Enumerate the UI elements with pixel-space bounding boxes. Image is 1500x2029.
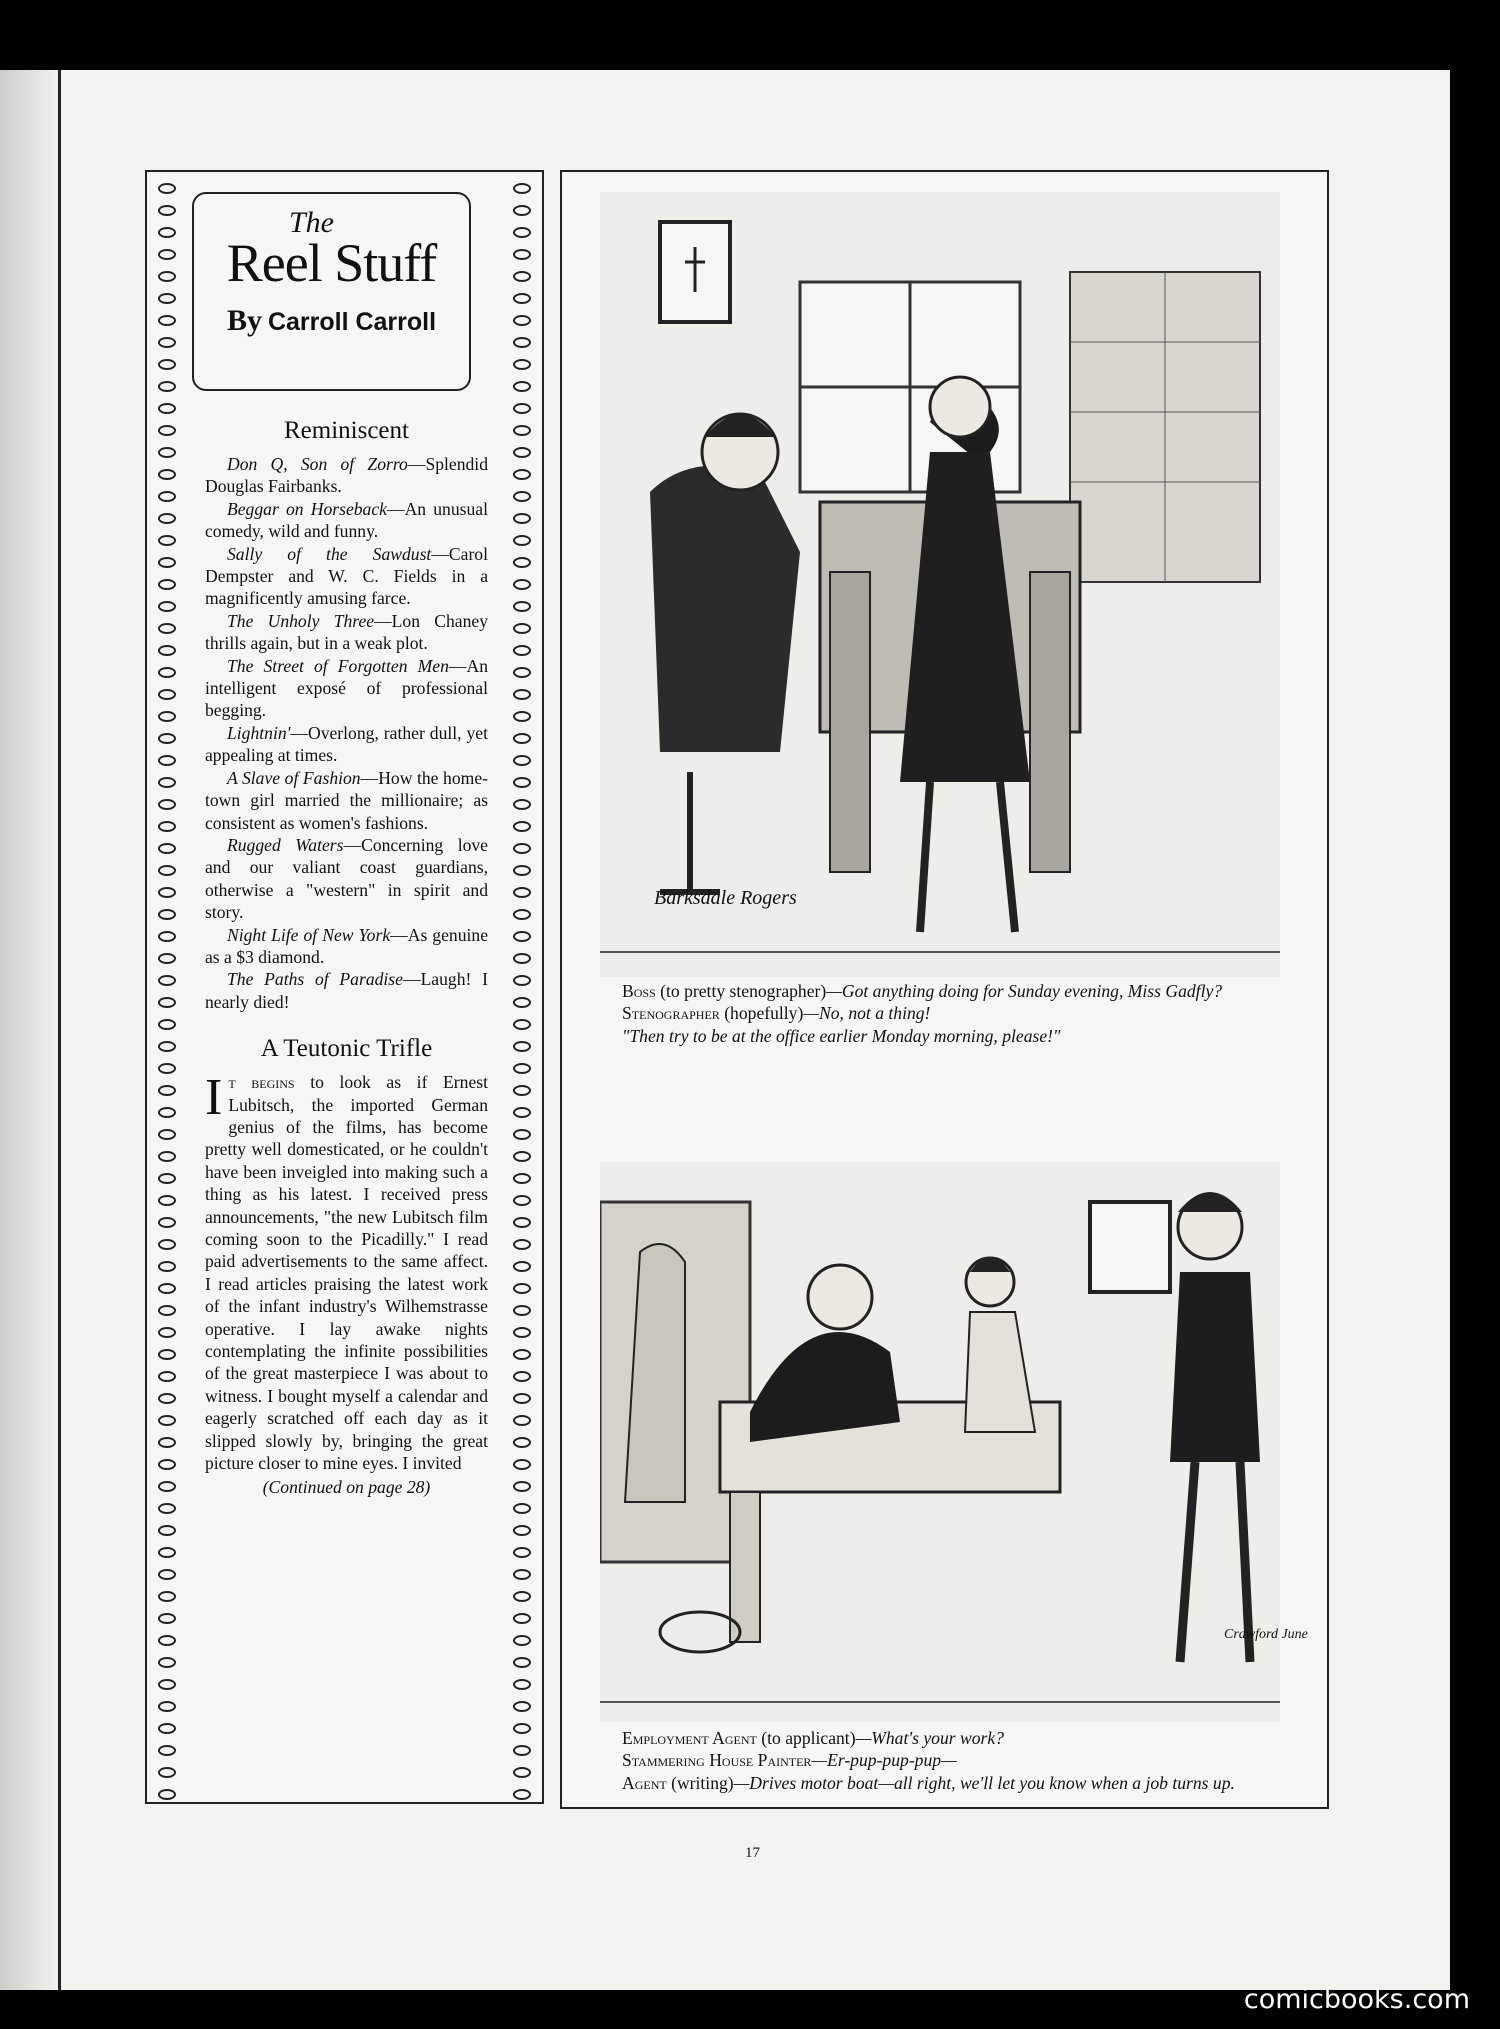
review-item [205,655,488,722]
perforation-hole [513,777,531,788]
caption-line [600,1025,1290,1047]
perforation-hole [513,1151,531,1162]
caption-stage-note: (hopefully) [719,1003,804,1024]
perforation-hole [158,711,176,722]
page-number: 17 [745,1845,760,1861]
perforation-hole [158,1107,176,1118]
cartoon1-signature: Barksdale Rogers [654,887,797,909]
reminiscent-heading: Reminiscent [284,417,409,444]
perforation-hole [158,1305,176,1316]
cartoon2-signature: Crawford June [1224,1627,1308,1642]
perforation-hole [158,1679,176,1690]
perforation-hole [158,755,176,766]
perforation-hole [158,469,176,480]
caption-speech: —No, not a thing! [803,1003,931,1024]
film-title: Don Q, Son of Zorro [227,454,408,474]
perforation-hole [158,1393,176,1404]
office-cartoon-illustration [600,192,1280,977]
perforation-hole [158,1151,176,1162]
perforation-hole [158,557,176,568]
perforation-hole [513,689,531,700]
caption-stage-note: (writing) [666,1772,734,1793]
perforation-hole [158,1217,176,1228]
perforation-hole [158,1195,176,1206]
perforation-hole [158,315,176,326]
perforation-hole [158,1657,176,1668]
perforation-hole [513,491,531,502]
perforation-hole [513,337,531,348]
perforation-hole [158,1789,176,1800]
perforation-hole [158,975,176,986]
film-title: Beggar on Horseback [227,498,387,519]
perforation-hole [158,579,176,590]
caption-speech: —Got anything doing for Sunday evening, Miss Gadfly? [826,981,1223,1001]
perforation-hole [513,711,531,722]
perforation-hole [158,403,176,414]
perforation-hole [513,667,531,678]
article-body: to look as if Ernest Lubitsch, the imported German genius of the films, has become pretty well domesticated, or he couldn't have been inveigled into making such a thing as his latest. I received press announcements, "the new Lubitsch film coming soon to the Picadilly." I read paid advertisements to the same affect. I read articles praising the latest work of the infant industry's Wilhemstrasse operative. I lay awake nights contemplating the infinite possibilities of the great masterpiece I was about to witness. I bought myself a calendar and eagerly scratched off each day as it slipped slowly by, bringing the great picture closer to mine eyes. I invited [205,1072,488,1474]
perforation-hole [513,601,531,612]
masthead-title: Reel Stuff [226,233,437,293]
perforation-hole [513,1063,531,1074]
perforation-hole [158,337,176,348]
perforation-hole [513,1415,531,1426]
perforation-hole [158,1591,176,1602]
review-item [205,834,488,924]
perforation-hole [513,557,531,568]
film-review: —Overlong, rather dull, yet appealing at times. [205,722,488,766]
perforation-hole [158,1173,176,1184]
perforation-hole [513,1679,531,1690]
review-item [205,722,488,767]
perforation-hole [158,1239,176,1250]
perforation-hole [513,1393,531,1404]
perforation-hole [158,249,176,260]
caption-speech: —Drives motor boat—all right, we'll let you know when a job turns up. [733,1772,1235,1793]
review-item [205,924,488,969]
film-review: —An unusual comedy, wild and funny. [205,498,488,542]
perforation-hole [158,667,176,678]
perforation-hole [158,1371,176,1382]
film-title: A Slave of Fashion [227,767,361,788]
page-spine [0,70,62,1990]
perforation-hole [158,843,176,854]
perforation-hole [158,1283,176,1294]
employment-scene-drawing [600,1162,1280,1722]
perforation-hole [158,689,176,700]
perforation-hole [513,1657,531,1668]
perforation-hole [158,645,176,656]
perforation-hole [513,865,531,876]
perforation-hole [513,931,531,942]
perforation-hole [513,513,531,524]
perforation-hole [513,535,531,546]
perforation-hole [513,359,531,370]
perforation-hole [158,1701,176,1712]
perforation-hole [158,513,176,524]
perforation-hole [513,1723,531,1734]
film-title: Lightnin' [227,722,291,743]
perforation-hole [158,601,176,612]
perforation-hole [513,1239,531,1250]
perforation-hole [158,425,176,436]
perforation-hole [513,1635,531,1646]
perforation-hole [158,931,176,942]
perforation-hole [158,1547,176,1558]
perforation-hole [513,1767,531,1778]
perforation-hole [513,1547,531,1558]
perforation-hole [513,1173,531,1184]
perforation-hole [513,183,531,194]
perforation-hole [513,1481,531,1492]
perforation-hole [158,1767,176,1778]
caption-line [600,1772,1290,1794]
perforation-hole [513,1569,531,1580]
perforation-hole [513,1327,531,1338]
film-title: The Paths of Paradise [227,969,403,990]
perforation-hole [513,1503,531,1514]
perforation-hole [158,1063,176,1074]
perforation-hole [513,315,531,326]
perforation-hole [158,293,176,304]
perforation-hole [158,1459,176,1470]
masthead-byline [194,304,469,338]
perforation-hole [513,1019,531,1030]
perforation-hole [158,821,176,832]
spine-line [58,70,61,1990]
byline-author: Carroll Carroll [267,308,437,336]
perforation-hole [158,183,176,194]
film-perforations-right [506,178,538,1806]
perforation-hole [513,975,531,986]
perforation-hole [513,887,531,898]
film-review: —Splendid Douglas Fairbanks. [205,454,488,497]
perforation-hole [513,1349,531,1360]
perforation-hole [513,425,531,436]
cartoon1-caption [600,980,1290,1047]
column-masthead [192,192,471,391]
perforation-hole [513,205,531,216]
film-title: The Unholy Three [227,610,375,631]
continued-note: (Continued on page 28) [262,1477,431,1498]
perforation-hole [158,271,176,282]
reel-stuff-column [145,170,544,1804]
perforation-hole [513,1613,531,1624]
film-title: Rugged Waters [227,834,344,855]
perforation-hole [158,1723,176,1734]
perforation-hole [158,953,176,964]
perforation-hole [513,1525,531,1536]
film-review: —Carol Dempster and W. C. Fields in a magnificently amusing farce. [205,543,488,609]
perforation-hole [513,1217,531,1228]
review-item [205,543,488,610]
film-review: —Concerning love and our valiant coast guardians, otherwise a "western" in spirit and story. [205,834,488,923]
caption-speaker: Agent [622,1772,667,1793]
review-item [205,767,488,834]
review-item [205,498,488,543]
perforation-hole [158,799,176,810]
perforation-hole [158,1745,176,1756]
perforation-hole [513,623,531,634]
perforation-hole [513,293,531,304]
review-item [205,610,488,655]
caption-line [600,1002,1290,1024]
perforation-hole [158,1019,176,1030]
perforation-hole [513,249,531,260]
office-scene-drawing [600,192,1280,977]
perforation-hole [158,1041,176,1052]
employment-cartoon-illustration [600,1162,1280,1722]
film-review: —Lon Chaney thrills again, but in a weak plot. [205,610,489,654]
caption-speech: —What's your work? [855,1728,1004,1748]
caption-speech: "Then try to be at the office earlier Monday morning, please!" [622,1025,1061,1046]
film-review: —An intelligent exposé of professional begging. [205,655,488,721]
perforation-hole [158,1261,176,1272]
perforation-hole [513,227,531,238]
perforation-hole [513,469,531,480]
perforation-hole [158,777,176,788]
caption-line [600,1727,1290,1749]
perforation-hole [513,1701,531,1712]
film-review: —As genuine as a $3 diamond. [205,924,488,967]
review-item [205,968,488,1013]
perforation-hole [158,1525,176,1536]
perforation-hole [158,447,176,458]
perforation-hole [158,1327,176,1338]
perforation-hole [513,381,531,392]
byline-by: By [226,304,262,337]
perforation-hole [158,1415,176,1426]
perforation-hole [513,1261,531,1272]
caption-speaker: Employment Agent [622,1728,757,1748]
perforation-hole [513,1789,531,1800]
perforation-hole [513,447,531,458]
perforation-hole [513,1107,531,1118]
perforation-hole [513,733,531,744]
perforation-hole [158,865,176,876]
caption-stage-note: (to pretty stenographer) [655,981,827,1001]
caption-line [600,980,1290,1002]
film-perforations-left [151,178,183,1806]
perforation-hole [513,271,531,282]
perforation-hole [158,1613,176,1624]
perforation-hole [513,997,531,1008]
caption-speaker: Stammering House Painter [622,1750,812,1771]
perforation-hole [513,755,531,766]
caption-speaker: Boss [622,981,656,1001]
perforation-hole [513,579,531,590]
perforation-hole [158,623,176,634]
caption-stage-note: (to applicant) [756,1728,856,1748]
caption-speaker: Stenographer [622,1003,720,1024]
perforation-hole [158,1503,176,1514]
perforation-hole [158,1085,176,1096]
perforation-hole [513,1305,531,1316]
perforation-hole [158,997,176,1008]
perforation-hole [513,1745,531,1756]
perforation-hole [513,1591,531,1602]
perforation-hole [158,1569,176,1580]
perforation-hole [158,887,176,898]
caption-line [600,1749,1290,1771]
perforation-hole [513,799,531,810]
cartoon2-caption [600,1727,1290,1794]
watermark: comicbooks.com [1243,1984,1470,2015]
film-title: Sally of the Sawdust [227,543,432,564]
perforation-hole [158,1481,176,1492]
perforation-hole [513,909,531,920]
perforation-hole [513,1041,531,1052]
column-text [205,417,488,1499]
caption-speech: —Er-pup-pup-pup— [811,1750,957,1771]
perforation-hole [513,403,531,414]
perforation-hole [158,1437,176,1448]
film-title: The Street of Forgotten Men [227,655,449,676]
perforation-hole [158,535,176,546]
perforation-hole [513,1459,531,1470]
teutonic-article [205,1071,488,1474]
perforation-hole [513,1129,531,1140]
perforation-hole [158,1129,176,1140]
cartoons-column [560,170,1329,1809]
article-lead: t begins [228,1072,295,1093]
masthead-the: The [289,206,334,239]
perforation-hole [513,821,531,832]
perforation-hole [513,1437,531,1448]
perforation-hole [513,953,531,964]
perforation-hole [158,381,176,392]
film-review: —Laugh! I nearly died! [205,969,488,1012]
perforation-hole [513,1371,531,1382]
review-item [205,453,488,498]
perforation-hole [513,1283,531,1294]
drop-cap: I [205,1069,223,1127]
film-review: —How the home-town girl married the millionaire; as consistent as women's fashions. [205,767,488,833]
review-list [205,453,488,1013]
perforation-hole [158,1349,176,1360]
perforation-hole [513,1085,531,1096]
perforation-hole [158,733,176,744]
perforation-hole [513,645,531,656]
perforation-hole [158,1635,176,1646]
perforation-hole [158,491,176,502]
film-title: Night Life of New York [227,924,391,945]
perforation-hole [158,909,176,920]
teutonic-heading: A Teutonic Trifle [260,1035,433,1063]
perforation-hole [513,843,531,854]
perforation-hole [158,359,176,370]
perforation-hole [513,1195,531,1206]
